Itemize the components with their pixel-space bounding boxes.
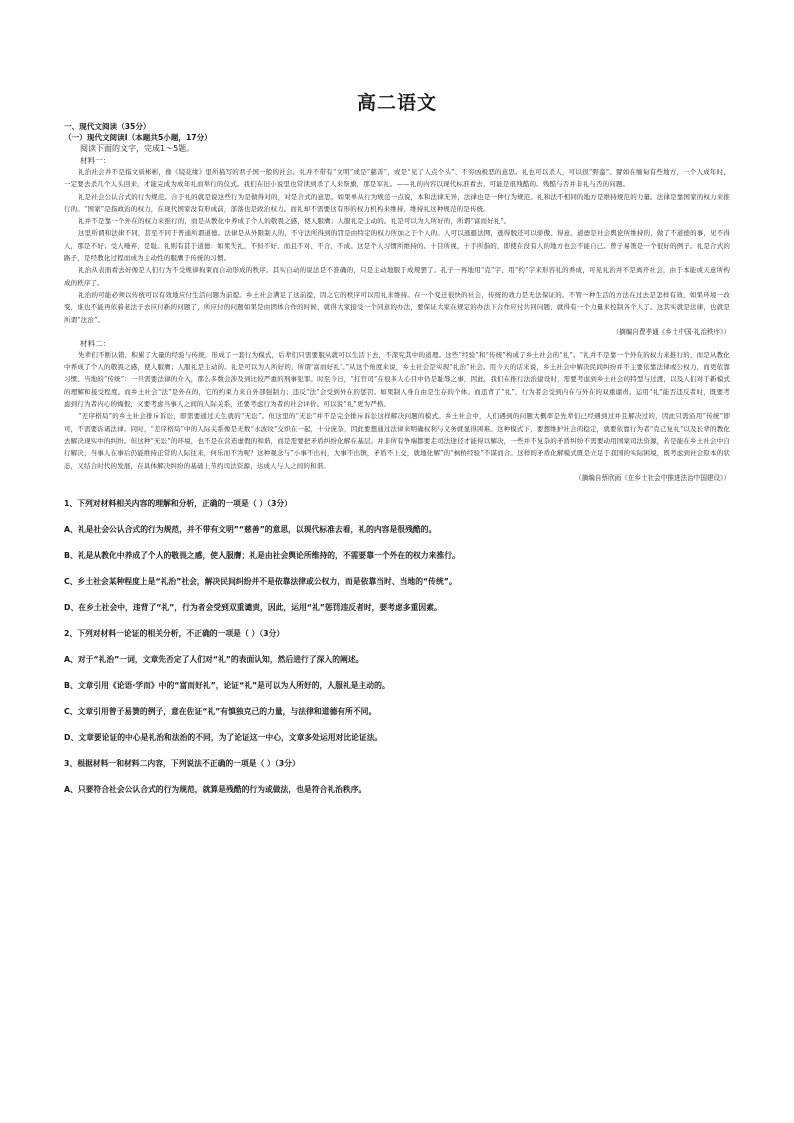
material-one-paragraph: 礼治的可能必须以传统可以有效地应付生活问题为前提。乡土社会满足了这前提，因之它的秩序可以用礼来维持。在一个变迁很快的社会，传统的效力是无法保证的。不管一种生活的方法在过去是怎样有效，如果环境一改变，谁也不能再依着老法子去应付新的问题了，所应付的问题如果是由团体合作的时候，就得大家接受一个同意的办法，要保证大家在规定的办法下合作应付共同问题，就得有一个力量来控制各个人了。这其实就是法律，也就是所谓“法治”。 (64, 290, 730, 324)
question-3-option-a: A、只要符合社会公认合式的行为规范，就算是残酷的行为或做法，也是符合礼治秩序。 (64, 784, 367, 794)
question-1-option-d: D、在乡土社会中，违背了“礼”，行为者会受到双重谴责，因此，运用“礼”惩罚违反者时，要考虑多重因素。 (64, 602, 442, 612)
material-one-source: （摘编自费孝通《乡土中国·礼治秩序》） (612, 327, 730, 336)
page-title: 高二语文 (356, 92, 437, 114)
question-1-option-c: C、乡土社会某种程度上是“礼治”社会，解决民间纠纷并不是依靠法律或公权力，而是依靠当时、当地的“传统”。 (64, 576, 457, 586)
question-1-option-a: A、礼是社会公认合式的行为规范，并不带有文明”“慈善”的意思，以现代标准去看，礼的内容是很残酷的。 (64, 524, 437, 534)
material-two-paragraph: “差序格局”的乡土社会排斥诉讼，即需要通过天生就的“无讼”。但这里的“无讼”并不是完全排斥诉讼这样解决问题的模式。乡土社会中，人们遇到的问题大概率是先辈们已经遇到过并且解决过的，因此只需沿用“传统”即可，不需要诉诸法律。同时，“差序格局”中的人际关系像是无数“水波纹”交织在一起，十分庞杂，因此要想通过法律来明确权利与义务就显得困难。这种模式下，要想维护社会的稳定，就要依靠行为者“克己复礼”以及长辈的教化去解决现实中的纠纷。但这种“无讼”的环境，也不是在营造虚假的和谐，而是需要把矛盾纠纷化解在基层。并非所有争端都要走司法途径才能得以解决，一些并不复杂的矛盾纠纷不需要动用国家司法资源，若是能在乡土社会中自行解决，当事人在事后仍能维持正常的人际往来，何乐而不为呢？这种观念与“小事不出村，大事不出镇，矛盾不上交，就地化解”的“枫桥经验”不谋而合。这样的矛盾化解模式既是立足于我国的实际困境，既考虑到社会原本的状态，又结合时代的发展，在具体解决纠纷的基础上节约司法资源，达成人与人之间的和谐。 (64, 412, 730, 470)
question-1-option-b: B、礼是从教化中养成了个人的敬畏之感，使人服膺；礼是由社会舆论所维持的，不需要靠一个外在的权力来推行。 (64, 550, 460, 560)
material-one-paragraph: 礼治社会并不是指文质彬彬，像《镜花缘》里所描写的君子国一般的社会。礼并不带有“文明”或是“慈善”，或是“见了人点个头”、不穷凶极恶的意思。礼也可以杀人，可以很“野蛮”。譬如在缅甸有些地方，一个人成年时，一定要去杀几个人头回来，才能完成为成年礼而举行的仪式。我们在旧小说里也常读到杀了人来祭旗，那是军礼。——礼的内容以现代标准看去，可能是很残酷的。残酷与否并非礼与否的问题。 (64, 168, 730, 189)
material-one-paragraph: 礼治从表面看去好像是人们行为不受规律拘束而自动形成的秩序。其实自动的说法是不准确的，只是主动地服于成规罢了。孔子一再地用“克”字、用“约”字来形容礼的养成，可见礼治并不是离开社会，由于本能或天意所构成的秩序了。 (64, 266, 730, 287)
reading-instruction: 阅读下面的文字，完成1～5题。 (80, 144, 195, 153)
question-3-stem: 3、根据材料一和材料二内容，下列说法不正确的一项是（ ）（3分） (64, 758, 300, 768)
material-two-paragraph: 先辈们不断认错，积累了大量的经验与传统，形成了一套行为模式，后辈们只需要服从就可以生活下去，不深究其中的道理。这些“经验”和“传统”构成了乡土社会的“礼”。“礼并不是靠一个外在的权力来推行的，而是从教化中养成了个人的敬畏之感，使人服膺；人服礼是主动的。礼是可以为人所好的，所谓‘富而好礼’。”从这个角度来说，乡土社会是实现“礼治”社会。用今天的话来说，乡土社会中解决民间纠纷并不主要依靠法律或公权力，而更依靠习惯、当地的“传统”：一旦需要法律的介入，那么多数会涉及到比较严重的刑事犯罪。时至今日，“打官司”在很多人心目中仍是耻辱之事，因此，我们在推行法治建设时，需要考虑到乡土社会的特型与过渡，以及人们对于新模式的理解和接受程度。而乡土社会“法”是外在的，它的约束力来自外部强制力；违反“法”会受到外在的惩罚。如果制人身自由是生存的个体。而违背了“礼”，行为者会受到内在与外在的双重谴责。运用“礼”能否违反者时，既要考虑到行为者内心的悔恨，又要考虑当事人之间的人际关系，还要考虑行为者的社会评价。可以说“礼”更为严格。 (64, 350, 730, 409)
material-two-label: 材料二： (80, 338, 111, 348)
question-2-option-d: D、文章要论证的中心是礼治和法治的不同，为了论证这一中心，文章多处运用对比论证法。 (64, 732, 383, 742)
material-two-source: （摘编自蔡欣雨《在乡土社会中推进法治中国建设》） (575, 473, 730, 482)
material-one-label: 材料一： (80, 156, 111, 165)
question-2-option-b: B、文章引用《论语·学而》中的“富而好礼”，论证“礼”是可以为人所好的，人服礼是主动的。 (64, 680, 390, 690)
section-heading: 一、现代文阅读（35分） (64, 122, 151, 131)
subsection-heading: （一）现代文阅读Ⅰ（本题共5小题，17分） (64, 133, 212, 142)
material-one-paragraph: 这里所谓和法律不同，甚至不同于普通所谓道德。法律是从外限制人的，不守法所得到的罚是由特定的权力所加之于个人的。人可以逃避法网，逃得脱还可以骄傲、得意。道德是社会舆论所维持的，做了不道德的事，见不得人，那是不好；受人唾弃，是耻。礼则有甚于道德：如果失礼，不但不好，而且不对、不合、不成。这是个人习惯所维持的。十目所视，十手所指的，即使在没有人的地方也会不能自已。曾子易箦是一个很好的例子。礼是合式的路子，是经教化过程而成为主动性的服膺于传统的习惯。 (64, 229, 730, 263)
material-one-paragraph: 礼并不是靠一个外在的权力来推行的，而是从教化中养成了个人的敬畏之感，使人服膺；人服礼是主动的。礼是可以为人所好的，所谓“富而好礼”。 (78, 217, 511, 226)
material-one-paragraph: 礼是社会公认合式的行为规范。合于礼的就是说这些行为是做得对的，对是合式的意思。如果单从行为规范一点说，本和法律无异，法律也是一种行为规范。礼和法不相同的地方是维持规范的力量。法律是靠国家的权力来推行的。“国家”是指政治的权力，在现代国家没有形成前，部落也是政治权力。而礼却不需要这有形的权力机构来维持。维持礼这种规范的是传统。 (64, 192, 730, 213)
question-1-stem: 1、下列对材料相关内容的理解和分析，正确的一项是（ ）（3分） (64, 498, 292, 508)
question-2-stem: 2、下列对材料一论证的相关分析，不正确的一项是（ ）（3分） (64, 628, 285, 638)
question-2-option-a: A、对于“礼治”一词，文章先否定了人们对“礼”的表面认知，然后进行了深入的阐述。 (64, 654, 364, 664)
question-2-option-c: C、文章引用曾子易箦的例子，意在佐证“礼”有慎独克己的力量，与法律和道德有所不同。 (64, 706, 377, 716)
